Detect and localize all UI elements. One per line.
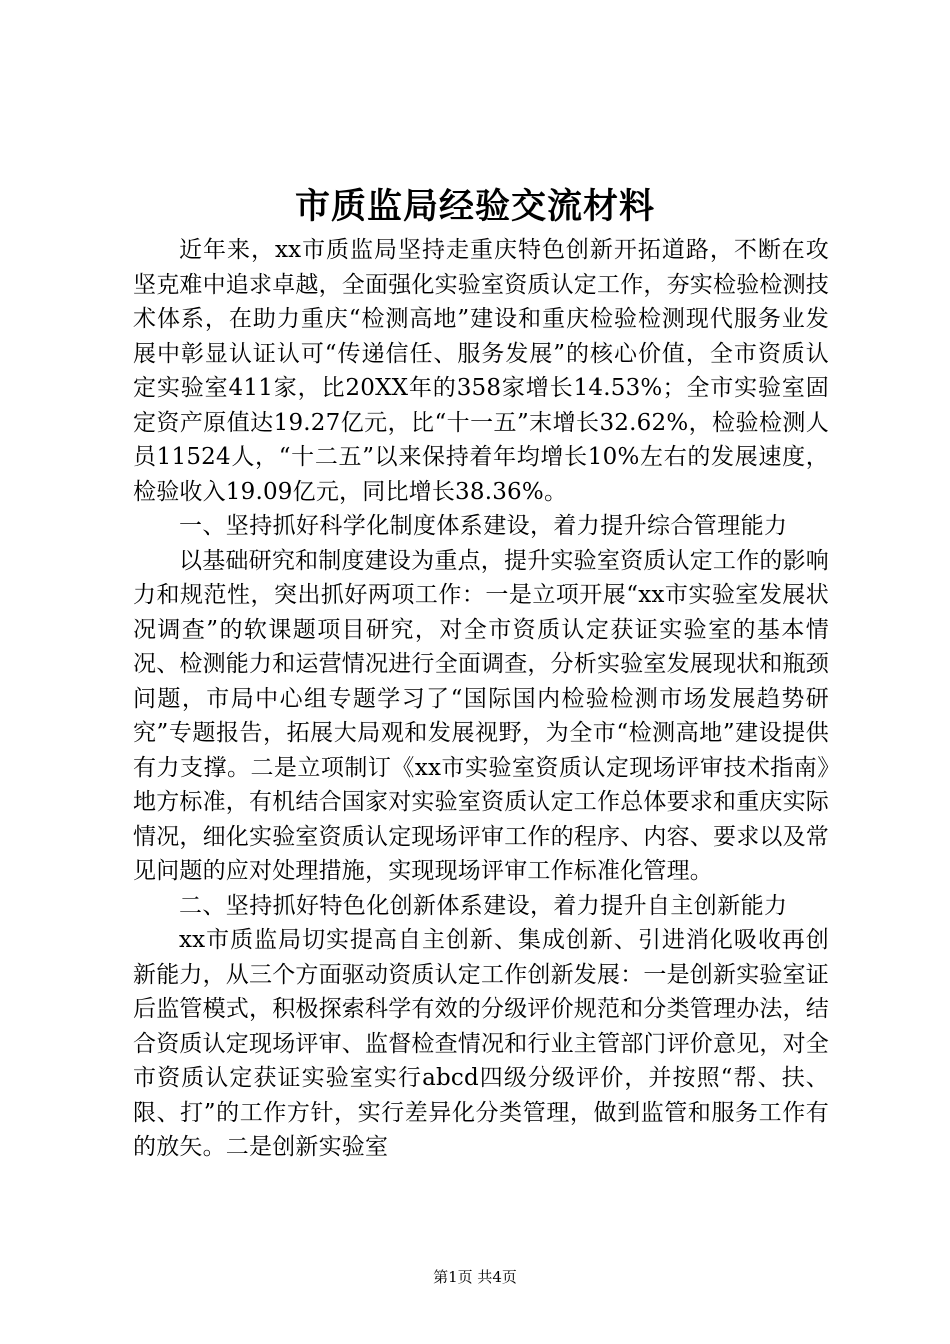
page-number: 第1页 — [433, 1268, 473, 1286]
section-heading-1: 一、坚持抓好科学化制度体系建设，着力提升综合管理能力 — [179, 513, 788, 539]
page-total: 共4页 — [477, 1268, 517, 1286]
intro-paragraph: 近年来，xx市质监局坚持走重庆特色创新开拓道路，不断在攻坚克难中追求卓越，全面强化实验室资质认定工作，夯实检验检测技术体系，在助力重庆“检测高地”建设和重庆检验检测现代服务业发展中彰显认证认可“传递信任、服务发展”的核心价值，全市资质认定实验室411家，比20XX年的358家增长14.53%；全市实验室固定资产原值达19.27亿元，比“十一五”末增长32.62%，检验检测人员11524人，“十二五”以来保持着年均增长10%左右的发展速度，检验收入19.09亿元，同比增长38.36%。 — [133, 237, 829, 505]
section-paragraph-2: xx市质监局切实提高自主创新、集成创新、引进消化吸收再创新能力，从三个方面驱动资质认定工作创新发展：一是创新实验室证后监管模式，积极探索科学有效的分级评价规范和分类管理办法，结合资质认定现场评审、监督检查情况和行业主管部门评价意见，对全市资质认定获证实验室实行abcd四级分级评价，并按照“帮、扶、限、打”的工作方针，实行差异化分类管理，做到监管和服务工作有的放矢。二是创新实验室 — [133, 927, 829, 1160]
document-title: 市质监局经验交流材料 — [294, 186, 655, 227]
page-footer — [0, 1266, 950, 1288]
document-body — [133, 233, 829, 1165]
section-heading-2: 二、坚持抓好特色化创新体系建设，着力提升自主创新能力 — [179, 892, 788, 919]
section-paragraph-1: 以基础研究和制度建设为重点，提升实验室资质认定工作的影响力和规范性，突出抓好两项工作：一是立项开展“xx市实验室发展状况调查”的软课题项目研究，对全市资质认定获证实验室的基本情况、检测能力和运营情况进行全面调查，分析实验室发展现状和瓶颈问题，市局中心组专题学习了“国际国内检验检测市场发展趋势研究”专题报告，拓展大局观和发展视野，为全市“检测高地”建设提供有力支撑。二是立项制订《xx市实验室资质认定现场评审技术指南》地方标准，有机结合国家对实验室资质认定工作总体要求和重庆实际情况，细化实验室资质认定现场评审工作的程序、内容、要求以及常见问题的应对处理措施，实现现场评审工作标准化管理。 — [133, 547, 829, 884]
